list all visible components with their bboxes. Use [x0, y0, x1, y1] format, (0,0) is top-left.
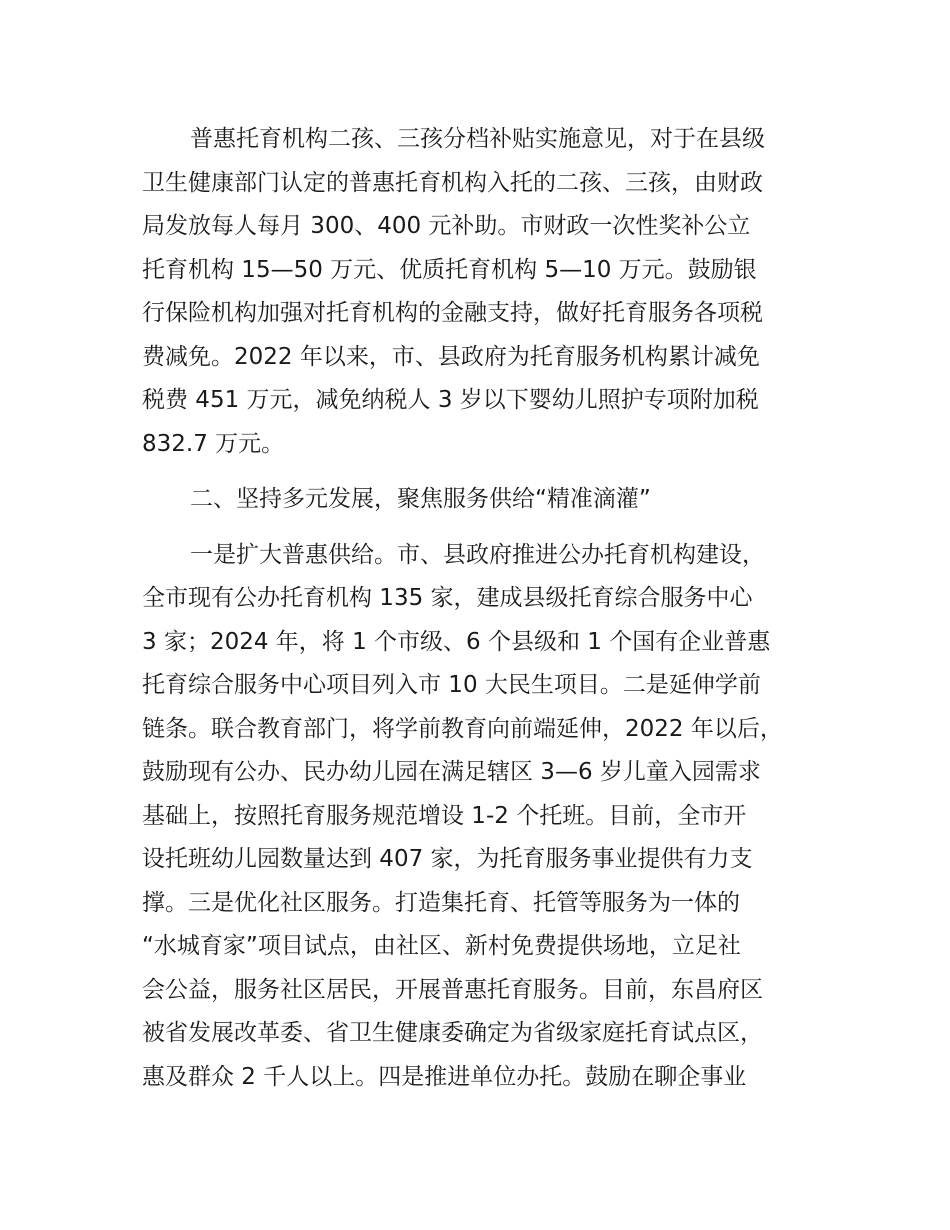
text-line: 局发放每人每月 300、400 元补助。市财政一次性奖补公立 — [142, 213, 751, 239]
paragraph-gap — [142, 466, 832, 478]
text-line: 费减免。2022 年以来，市、县政府为托育服务机构累计减免 — [142, 343, 760, 370]
text-line: 卫生健康部门认定的普惠托育机构入托的二孩、三孩，由财政 — [142, 169, 763, 196]
text-line: 被省发展改革委、省卫生健康委确定为省级家庭托育试点区， — [142, 1020, 763, 1046]
text-line: 行保险机构加强对托育机构的金融支持，做好托育服务各项税 — [142, 300, 763, 326]
paragraph-subsidy-policy — [142, 118, 832, 466]
document-page — [142, 118, 832, 1099]
text-line: 全市现有公办托育机构 135 家，建成县级托育综合服务中心 — [142, 585, 753, 611]
section-heading — [142, 478, 832, 522]
text-line: 832.7 万元。 — [142, 430, 285, 457]
paragraph-gap — [142, 522, 832, 534]
text-line: 惠及群众 2 千人以上。四是推进单位办托。鼓励在聊企事业 — [142, 1063, 747, 1090]
text-line: 托育综合服务中心项目列入市 10 大民生项目。二是延伸学前 — [142, 672, 761, 698]
text-line: 托育机构 15—50 万元、优质托育机构 5—10 万元。鼓励银 — [142, 256, 757, 283]
text-line: “水城育家”项目试点，由社区、新村免费提供场地，立足社 — [142, 933, 741, 959]
text-line: 会公益，服务社区居民，开展普惠托育服务。目前，东昌府区 — [142, 976, 763, 1003]
text-line: 设托班幼儿园数量达到 407 家，为托育服务事业提供有力支 — [142, 846, 753, 872]
text-line: 普惠托育机构二孩、三孩分档补贴实施意见，对于在县级 — [190, 126, 765, 152]
heading-text: 二、坚持多元发展，聚焦服务供给“精准滴灌” — [190, 486, 651, 512]
text-line: 撑。三是优化社区服务。打造集托育、托管等服务为一体的 — [142, 889, 740, 916]
text-line: 税费 451 万元，减免纳税人 3 岁以下婴幼儿照护专项附加税 — [142, 387, 759, 413]
text-line: 鼓励现有公办、民办幼儿园在满足辖区 3—6 岁儿童入园需求 — [142, 759, 761, 785]
text-line: 基础上，按照托育服务规范增设 1-2 个托班。目前，全市开 — [142, 802, 747, 829]
text-line: 3 家；2024 年，将 1 个市级、6 个县级和 1 个国有企业普惠 — [142, 628, 771, 655]
text-line: 链条。联合教育部门，将学前教育向前端延伸，2022 年以后， — [142, 715, 783, 742]
paragraph-diverse-development — [142, 534, 832, 1100]
text-line: 一是扩大普惠供给。市、县政府推进公办托育机构建设， — [190, 541, 765, 568]
